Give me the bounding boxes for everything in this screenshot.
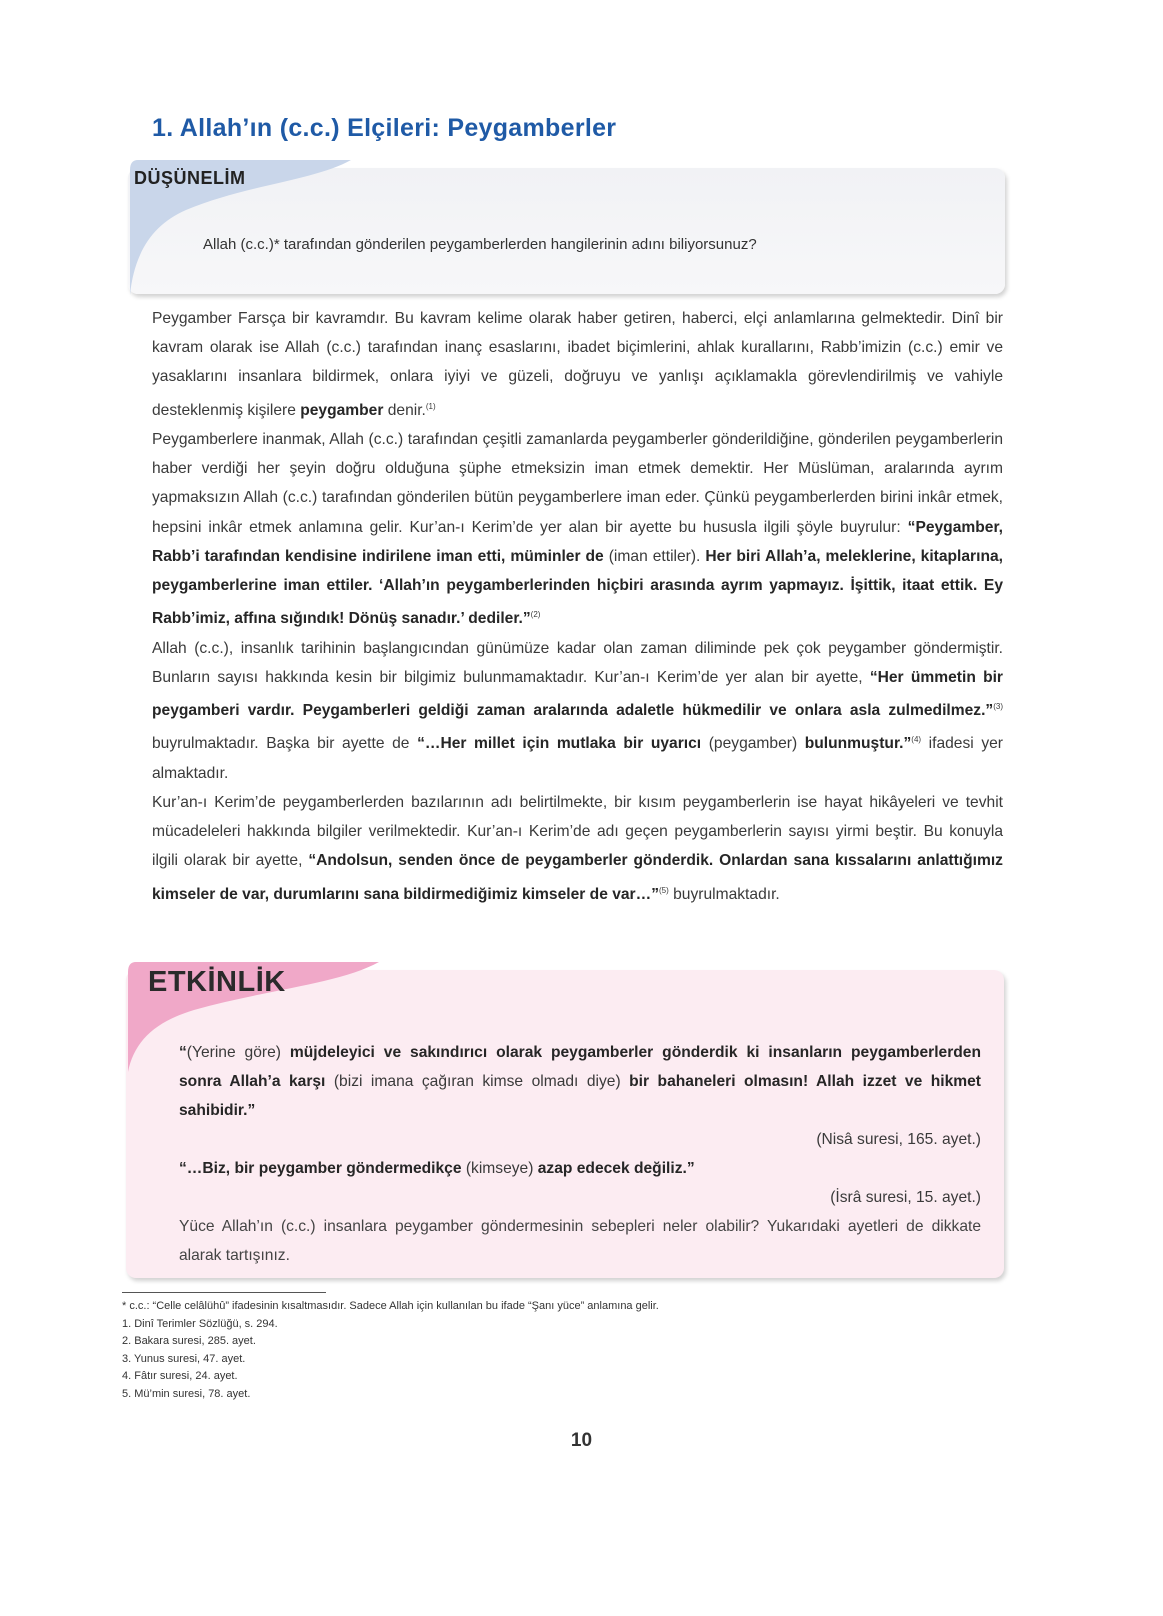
- text-segment: Kur’an-ı Kerim’de peygamberlerden bazılarının adı belirtilmekte, bir kısım peygamberlerin ise hayat hikâyeleri ve tevhit mücadeleleri hakkında bilgiler verilmektedir. Kur’an-ı Kerim’de adı geçen peygamberlerin sayısı yirmi beştir. Bu konuyla ilgili olarak bir ayette,: [152, 794, 1003, 870]
- bold-text: “Her ümmetin bir peygamberi vardır. Peygamberleri geldiği zaman aralarında adaletle hükmedilir ve onlara asla zulmedilmez.”: [152, 668, 1004, 720]
- text-segment: Peygamber Farsça bir kavramdır. Bu kavram kelime olarak haber getiren, haberci, elçi anlamlarına gelmektedir. Dinî bir kavram olarak ise Allah (c.c.) tarafından inanç esaslarını, ibadet biçimlerini, ahlak kurallarını, Rabb’imizin (c.c.) emir ve yasaklarını insanlara bildirmek, onlara iyiyi ve güzeli, doğruyu ve yanlışı açıklamakla görevlendirilmiş ve vahiyle desteklenmiş kişilere: [152, 310, 1003, 419]
- activity-question: Yüce Allah’ın (c.c.) insanlara peygamber göndermesinin sebepleri neler olabilir? Yukarıdaki ayetleri de dikkate alarak tartışınız.: [179, 1218, 981, 1264]
- footnote-ref: (3): [993, 702, 1003, 712]
- text-segment: (bizi imana çağıran kimse olmadı diye): [325, 1073, 630, 1090]
- verse-quote: [153, 1154, 981, 1183]
- footnote: 5. Mü’min suresi, 78. ayet.: [122, 1387, 251, 1400]
- text-segment: buyrulmaktadır. Başka bir ayette de: [152, 735, 418, 753]
- bold-text: “Peygamber, Rabb’i tarafından kendisine indirilene iman etti, müminler de: [152, 518, 1003, 565]
- text-segment: (iman ettiler).: [603, 547, 706, 565]
- text-segment: (Yerine göre): [186, 1044, 290, 1061]
- dusunelim-question: Allah (c.c.)* tarafından gönderilen peygamberlerden hangilerinin adını biliyorsunuz?: [203, 236, 757, 253]
- paragraph: [152, 634, 1003, 788]
- footnote: 3. Yunus suresi, 47. ayet.: [122, 1352, 246, 1365]
- body-text: [152, 304, 1003, 909]
- bold-text: peygamber: [300, 401, 384, 419]
- bold-text: “Andolsun, senden önce de peygamberler gönderdik. Onlardan sana kıssalarını anlattığımız kimseler de var, durumlarını sana bildirmediğimiz kimseler de var…”: [152, 852, 1003, 903]
- bold-text: Her biri Allah’a, meleklerine, kitaplarına, peygamberlerine iman ettiler. ‘Allah’ın peygamberlerinden hiçbiri arasında ayrım yapmayız. İşittik, itaat ettik. Ey Rabb’imiz, affına sığındık! Dönüş sanadır.’ dediler.”: [152, 547, 1003, 628]
- bold-text: “…Biz, bir peygamber göndermedikçe: [179, 1160, 462, 1177]
- footnote: 2. Bakara suresi, 285. ayet.: [122, 1335, 256, 1347]
- text-segment: buyrulmaktadır.: [668, 885, 780, 903]
- footnote: 4. Fâtır suresi, 24. ayet.: [122, 1370, 238, 1382]
- footnote-ref: (1): [425, 401, 436, 411]
- bold-text: azap edecek değiliz.”: [537, 1160, 695, 1177]
- bold-text: bir bahaneleri olmasın! Allah izzet ve hikmet sahibidir.”: [179, 1073, 981, 1119]
- page-number: 10: [570, 1430, 593, 1451]
- text-segment: denir.: [383, 401, 426, 419]
- verse-quote: [153, 1038, 981, 1125]
- bold-text: bulunmuştur.”: [804, 735, 912, 753]
- bold-text: “…Her millet için mutlaka bir uyarıcı: [417, 735, 702, 753]
- section-title: 1. Allah’ın (c.c.) Elçileri: Peygamberler: [152, 114, 617, 142]
- verse-source: (Nisâ suresi, 165. ayet.): [816, 1131, 981, 1148]
- paragraph: [152, 788, 1003, 909]
- paragraph: [152, 425, 1003, 634]
- bold-text: “: [179, 1044, 187, 1061]
- etkinlik-content: [153, 1038, 981, 1270]
- dusunelim-label: DÜŞÜNELİM: [134, 168, 246, 188]
- footnotes: [122, 1298, 659, 1403]
- text-segment: Peygamberlere inanmak, Allah (c.c.) tarafından çeşitli zamanlarda peygamberler gönderildiğine, gönderilen peygamberlerin haber verdiği her şeyin doğru olduğuna şüphe etmeksizin iman etmek demektir. Her Müslüman, aralarında ayrım yapmaksızın Allah (c.c.) tarafından gönderilen bütün peygamberlere iman eder. Çünkü peygamberlerden birini inkâr etmek, hepsini inkâr etmek anlamına gelir. Kur’an-ı Kerim’de yer alan bir ayette bu hususla ilgili şöyle buyrulur:: [152, 431, 1003, 536]
- verse-source: (İsrâ suresi, 15. ayet.): [830, 1189, 981, 1206]
- text-segment: (kimseye): [461, 1160, 538, 1177]
- bold-text: müjdeleyici ve sakındırıcı olarak peygamberler gönderdik ki insanların peygamberlerden sonra Allah’a karşı: [179, 1044, 981, 1090]
- footnote-ref: (5): [659, 885, 669, 895]
- text-segment: ifadesi yer almaktadır.: [152, 735, 1003, 782]
- footnote-ref: (2): [530, 610, 541, 620]
- footnote-divider: [122, 1292, 326, 1293]
- paragraph: [152, 304, 1003, 425]
- footnote-ref: (4): [911, 735, 922, 745]
- footnote: 1. Dinî Terimler Sözlüğü, s. 294.: [122, 1317, 278, 1330]
- text-segment: Allah (c.c.), insanlık tarihinin başlangıcından günümüze kadar olan zaman diliminde pek çok peygamber göndermiştir. Bunların sayısı hakkında kesin bir bilgimiz bulunmamaktadır. Kur’an-ı Kerim’de yer alan bir ayette,: [152, 639, 1003, 686]
- text-segment: (peygamber): [701, 735, 805, 753]
- etkinlik-label: ETKİNLİK: [148, 966, 286, 998]
- footnote: * c.c.: “Celle celâlühû” ifadesinin kısaltmasıdır. Sadece Allah için kullanılan bu ifade “Şanı yüce” anlamına gelir.: [122, 1300, 659, 1312]
